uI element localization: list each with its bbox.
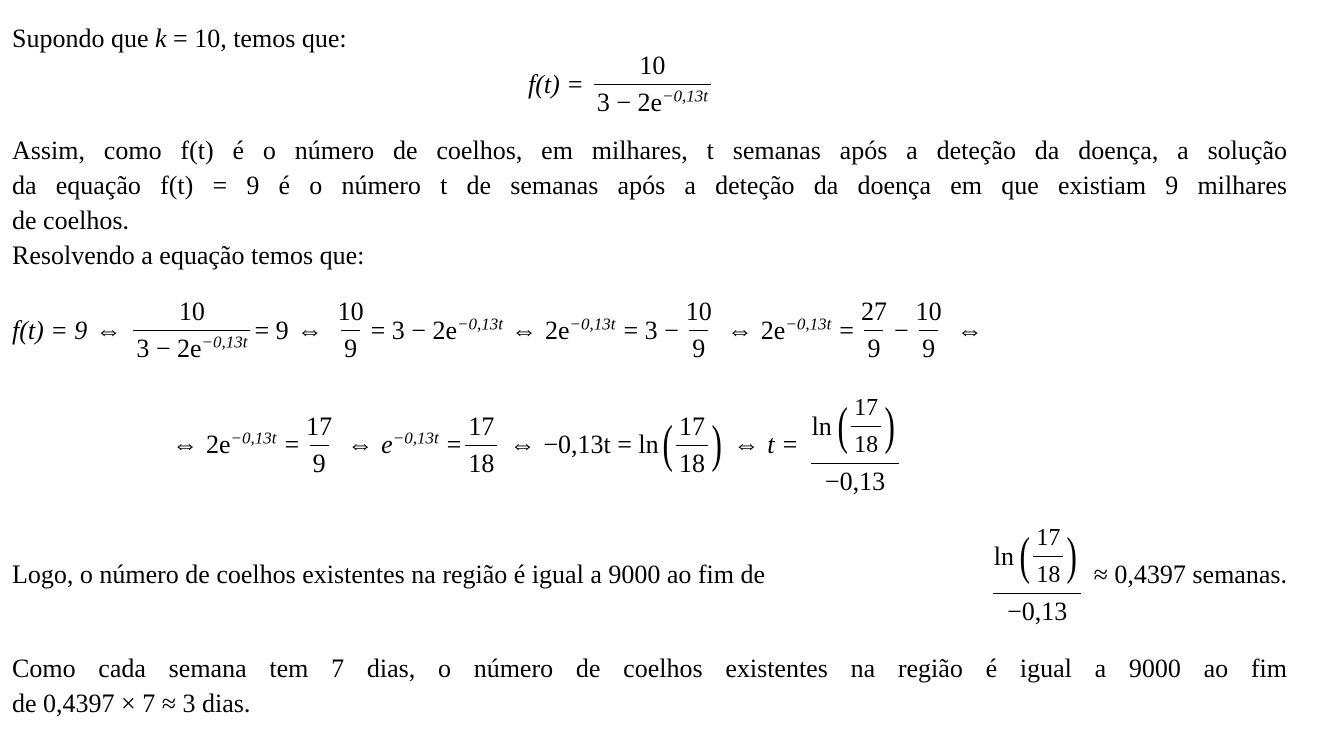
fraction: $\frac{17}{18}$ [465,413,497,478]
fraction: $\frac{17}{18}$ [676,413,708,478]
fraction: ln ( $\frac{17}{18}$ ) −0,13 [991,524,1084,626]
fraction: $\frac{27}{9}$ [860,297,887,363]
paragraph-line: de 0,4397 × 7 ≈ 3 dias. [12,689,251,718]
paragraph-line: Como cada semana tem 7 dias, o número de coelhos existentes na região é igual a 9000 ao fim [12,654,1287,683]
equation-chain-1: f(t) = 9 ⇔ $\frac{10}{3 - 2e^{-0,13t}}$ = 9 ⇔ $\frac{10}{9}$ = $3 - 2e^{-0,13t}$ ⇔ $2e^{-0,13t}$ = 3 − $\frac{10}{9}$ ⇔ $2e^{-0,13t}$ = $\frac{27}{9}$ − $\frac{10}{9}$ ⇔ [12,297,983,363]
fraction: ln ( $\frac{17}{18}$ ) −0,13 [809,394,902,496]
fraction: $\frac{10}{9}$ [915,297,942,363]
fraction: $\frac{10}{9}$ [337,297,364,363]
fraction: $\frac{10}{9}$ [685,297,712,363]
paragraph-line: da equação f(t) = 9 é o número t de semanas após a deteção da doença em que existiam 9 milhares [12,171,1287,200]
fraction: $\frac{10}{3 - 2e^{-0,13t}}$ [133,298,250,363]
conclusion-weeks-line: Logo, o número de coelhos existentes na região é igual a 9000 ao fim de ln ( $\frac{17}{18}$ ) −0,13 ≈ 0,4397 semanas. [12,525,1287,626]
equation-f-definition: f(t) = $\frac{10}{3 - 2e^{-0,13t}}$ [528,52,715,117]
fraction: $\frac{17}{9}$ [306,411,333,478]
fraction: $\frac{10}{3 - 2e^{-0,13t}}$ [594,52,711,117]
paragraph-line: Resolvendo a equação temos que: [12,241,365,270]
paragraph-line: Assim, como f(t) é o número de coelhos, em milhares, t semanas após a deteção da doença, a solução [12,136,1287,165]
equation-chain-2: ⇔ $2e^{-0,13t}$ = $\frac{17}{9}$ ⇔ $e^{-0,13t}$ = $\frac{17}{18}$ ⇔ −0,13t = ln ( $\frac{17}{18}$ ) ⇔ t = ln ( $\frac{17}{18}$ ) −0,13 [172,394,905,496]
paragraph-line: de coelhos. [12,206,129,235]
intro-line: Supondo que k = 10, temos que: [12,24,347,53]
